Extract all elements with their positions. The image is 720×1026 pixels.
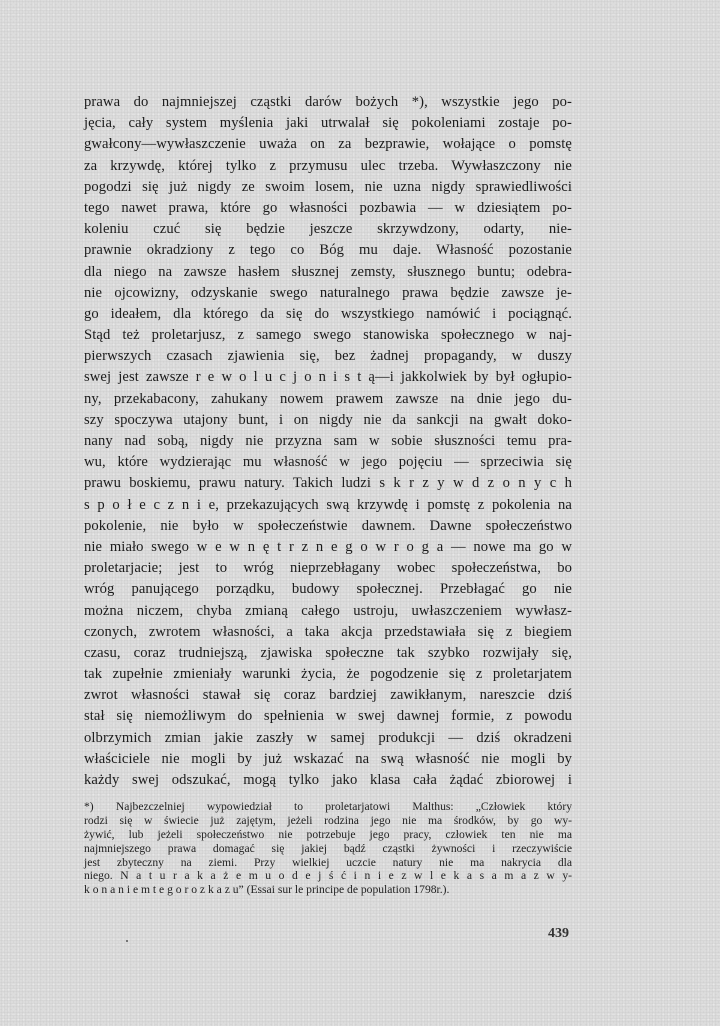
text-line: jęcia, cały system myślenia jaki utrwalał się pokoleniami zostaje po- <box>84 115 572 132</box>
text-line: nie ojcowizny, odzyskanie swego naturalnego prawa będzie zawsze je- <box>84 284 572 301</box>
footnote-block <box>84 800 572 897</box>
footnote-line: rodzi się w świecie już zajętym, jeżeli rodzina jego nie ma środków, by go wy- <box>84 813 572 827</box>
text-line: stał się niemożliwym do spełnienia w swej dawnej formie, z powodu <box>84 708 572 725</box>
footnote-line: *) Najbezczelniej wypowiedział to proletarjatowi Malthus: „Człowiek który <box>84 800 572 813</box>
text-line: nie miało swego w e w n ę t r z n e g o w r o g a — nowe ma go w <box>84 538 572 555</box>
text-line: pierwszych czasach zjawienia się, bez żadnej propagandy, w duszy <box>84 348 572 365</box>
text-line: ny, przekabacony, zahukany nowem prawem zawsze na dnie jego du- <box>84 390 572 407</box>
footnote-line: żywić, lub jeżeli społeczeństwo nie potrzebuje jego pracy, człowiek ten nie ma <box>84 827 572 841</box>
text-line: tak zupełnie zmieniały warunki życia, że pogodzenie się z proletarjatem <box>84 666 572 683</box>
text-line: proletarjacie; jest to wróg nieprzebłagany wobec społeczeństwa, bo <box>84 560 572 577</box>
text-line: czasu, coraz trudniejszą, zjawiska społeczne tak szybko rozwijały się, <box>84 644 572 661</box>
text-line: czonych, zwrotem własności, a taka akcja przedstawiała się z biegiem <box>84 623 572 640</box>
text-line: można niczem, chyba zmianą całego ustroju, uwłaszczeniem wywłasz- <box>84 602 572 619</box>
text-line: gwałcony—wywłaszczenie uważa on za bezprawie, wołające o pomstę <box>84 136 572 153</box>
text-line: olbrzymich zmian jakie zaszły w samej produkcji — dziś okradzeni <box>84 729 572 746</box>
text-line: koleniu czuć się będzie jeszcze skrzywdzony, odarty, nie- <box>84 221 572 238</box>
text-line: właściciele nie mogli by już wskazać na swą własność nie mogli by <box>84 750 572 767</box>
footnote-line: k o n a n i e m t e g o r o z k a z u” (Essai sur le principe de population 1798r.). <box>84 883 450 897</box>
text-line: wu, które wydzierając mu własność w jego pojęciu — sprzeciwia się <box>84 454 572 471</box>
text-line: nany nad sobą, nigdy nie przyzna sam w sobie słuszności temu pra- <box>84 433 572 449</box>
text-line: prawa do najmniejszej cząstki darów bożych *), wszystkie jego po- <box>84 94 572 110</box>
text-line: prawnie okradziony z tego co Bóg mu daje. Własność pozostanie <box>84 242 572 259</box>
main-text-block <box>84 92 572 791</box>
text-line: s p o ł e c z n i e, przekazujących swą krzywdę i pomstę z pokolenia na <box>84 496 572 513</box>
text-line: pogodzi się już nigdy ze swoim losem, nie uzna nigdy sprawiedliwości <box>84 178 572 195</box>
text-line: pokolenie, nie było w społeczeństwie dawnem. Dawne społeczeństwo <box>84 517 572 534</box>
text-line: zwrot własności stawał się coraz bardziej zawikłanym, nareszcie dziś <box>84 687 572 704</box>
text-line: go ideałem, dla którego da się do wszystkiego namówić i pociągnąć. <box>84 305 572 322</box>
text-line: tego nawet prawa, które go własności pozbawia — w dziesiątem po- <box>84 199 572 216</box>
text-line: każdy swej odszukać, mogą tylko jako klasa cała żądać zbiorowej i <box>84 772 572 788</box>
page-number: 439 <box>548 926 569 941</box>
text-line: szy spoczywa utajony bunt, i on nigdy nie da sankcji na gwałt doko- <box>84 411 572 428</box>
text-line: dla niego na zawsze hasłem słusznej zemsty, słusznego buntu; odebra- <box>84 263 572 280</box>
text-line: Stąd też proletarjusz, z samego swego stanowiska społecznego w naj- <box>84 327 572 344</box>
text-line: swej jest zawsze r e w o l u c j o n i s t ą—i jakkolwiek by był ogłupio- <box>84 369 572 386</box>
text-line: prawu boskiemu, prawu natury. Takich ludzi s k r z y w d z o n y c h <box>84 475 572 492</box>
footnote-line: jest zbyteczny na ziemi. Przy wielkiej uczcie natury nie ma nakrycia dla <box>84 855 572 869</box>
text-line: za krzywdę, której tylko z przymusu ulec trzeba. Wywłaszczony nie <box>84 157 572 174</box>
footnote-line: niego. N a t u r a k a ż e m u o d e j ś ć i n i e z w l e k a s a m a z w y- <box>84 869 572 883</box>
text-line: wróg panującego porządku, budowy społecznej. Przebłagać go nie <box>84 581 572 598</box>
footnote-line: najmniejszego prawa domagać się jakiej bądź cząstki żywności i rzeczywiście <box>84 841 572 855</box>
print-speck <box>126 940 128 942</box>
